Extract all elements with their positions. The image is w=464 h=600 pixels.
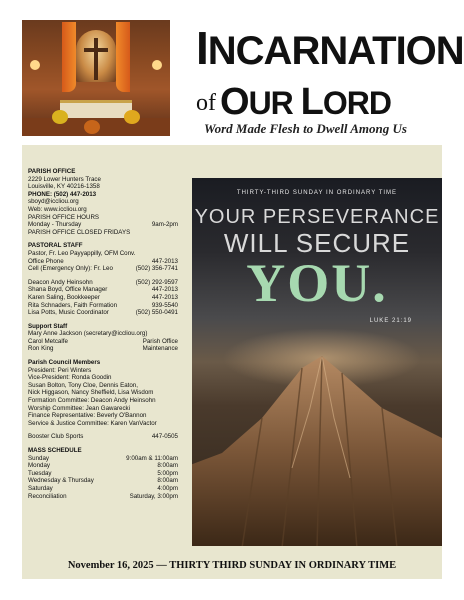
staff-row: Karen Saling, Bookkeeper 447-2013 [28,293,178,301]
mass-row: Reconciliation Saturday, 3:00pm [28,492,178,500]
council-heading: Parish Council Members [28,359,101,367]
staff-row: Rita Schnaders, Faith Formation 939-5540 [28,301,178,309]
lamp-right [152,60,162,70]
pastoral-staff-heading: PASTORAL STAFF [28,242,83,250]
crucifix-bar [84,48,108,52]
pastor-line: Pastor, Fr. Leo Payyappilly, OFM Conv. [28,249,136,257]
staff-row: Office Phone 447-2013 [28,257,178,265]
support-staff-line: Mary Anne Jackson (secretary@iccliou.org) [28,330,148,338]
mountain-image [192,348,442,546]
council-line: Vice-President: Ronda Goodin [28,374,112,382]
curtain-right [116,22,130,92]
office-hours-row: Monday - Thursday 9am-2pm [28,221,178,229]
scripture-reference: LUKE 21:19 [369,318,412,324]
council-line: President: Peri Winters [28,366,92,374]
flower-arrangement [52,110,68,124]
booster-row: Booster Club Sports 447-0505 [28,433,178,441]
council-line: Nick Higgason, Nancy Sheffield, Lisa Wisdom [28,389,154,397]
mass-schedule-heading: MASS SCHEDULE [28,447,82,454]
council-line: Service & Justice Committee: Karen VanVactor [28,419,157,427]
mass-row: Sunday 9:00am & 11:00am [28,454,178,462]
phone-line: PHONE: (502) 447-2013 [28,190,97,198]
staff-row: Lisa Potts, Music Coordinator (502) 550-0491 [28,309,178,317]
email-link[interactable]: sboyd@iccliou.org [28,198,79,206]
council-line: Finance Representative: Beverly O'Bannon [28,412,147,420]
mass-row: Monday 8:00am [28,462,178,470]
office-hours-heading: PARISH OFFICE HOURS [28,213,100,221]
address-line: Louisville, KY 40216-1358 [28,183,100,191]
curtain-left [62,22,76,92]
support-row: Ron King Maintenance [28,345,178,353]
office-closed-notice: PARISH OFFICE CLOSED FRIDAYS [28,228,131,236]
poster-line1: YOUR PERSEVERANCE [194,206,440,228]
council-line: Susan Bolton, Tony Cloe, Dennis Eaton, [28,381,138,389]
staff-row: Cell (Emergency Only): Fr. Leo (502) 356-7741 [28,265,178,273]
staff-row: Shana Boyd, Office Manager 447-2013 [28,286,178,294]
parish-info-column [28,168,178,500]
tagline: Word Made Flesh to Dwell Among Us [204,121,407,136]
council-line: Formation Committee: Deacon Andy Heinsohn [28,397,156,405]
council-line: Worship Committee: Jean Gawarecki [28,404,131,412]
church-altar-photo [22,20,170,136]
flower-arrangement [124,110,140,124]
poster-subtitle: THIRTY-THIRD SUNDAY IN ORDINARY TIME [236,190,398,196]
support-row: Carol Metcalfe Parish Office [28,337,178,345]
lamp-left [30,60,40,70]
flower-arrangement [84,120,100,134]
web-link[interactable]: Web: www.iccliou.org [28,205,87,213]
bulletin-title-line2: of OUR LORD [196,81,391,123]
staff-row: Deacon Andy Heinsohn (502) 292-9597 [28,278,178,286]
crucifix-icon [94,38,98,80]
bulletin-title-line1: INCARNATION [196,22,464,74]
poster-line3: YOU. [246,253,388,313]
poster-line2: WILL SECURE [223,228,411,258]
parish-office-heading: PARISH OFFICE [28,168,76,175]
sunday-theme-poster [192,178,442,546]
mass-row: Wednesday & Thursday 8:00am [28,477,178,485]
mass-row: Tuesday 5:00pm [28,469,178,477]
title-of: of [196,90,216,116]
mass-row: Saturday 4:00pm [28,484,178,492]
address-line: 2229 Lower Hunters Trace [28,175,101,183]
bulletin-date-footer: November 16, 2025 — THIRTY THIRD SUNDAY IN ORDINARY TIME [67,560,397,571]
support-staff-heading: Support Staff [28,322,68,330]
